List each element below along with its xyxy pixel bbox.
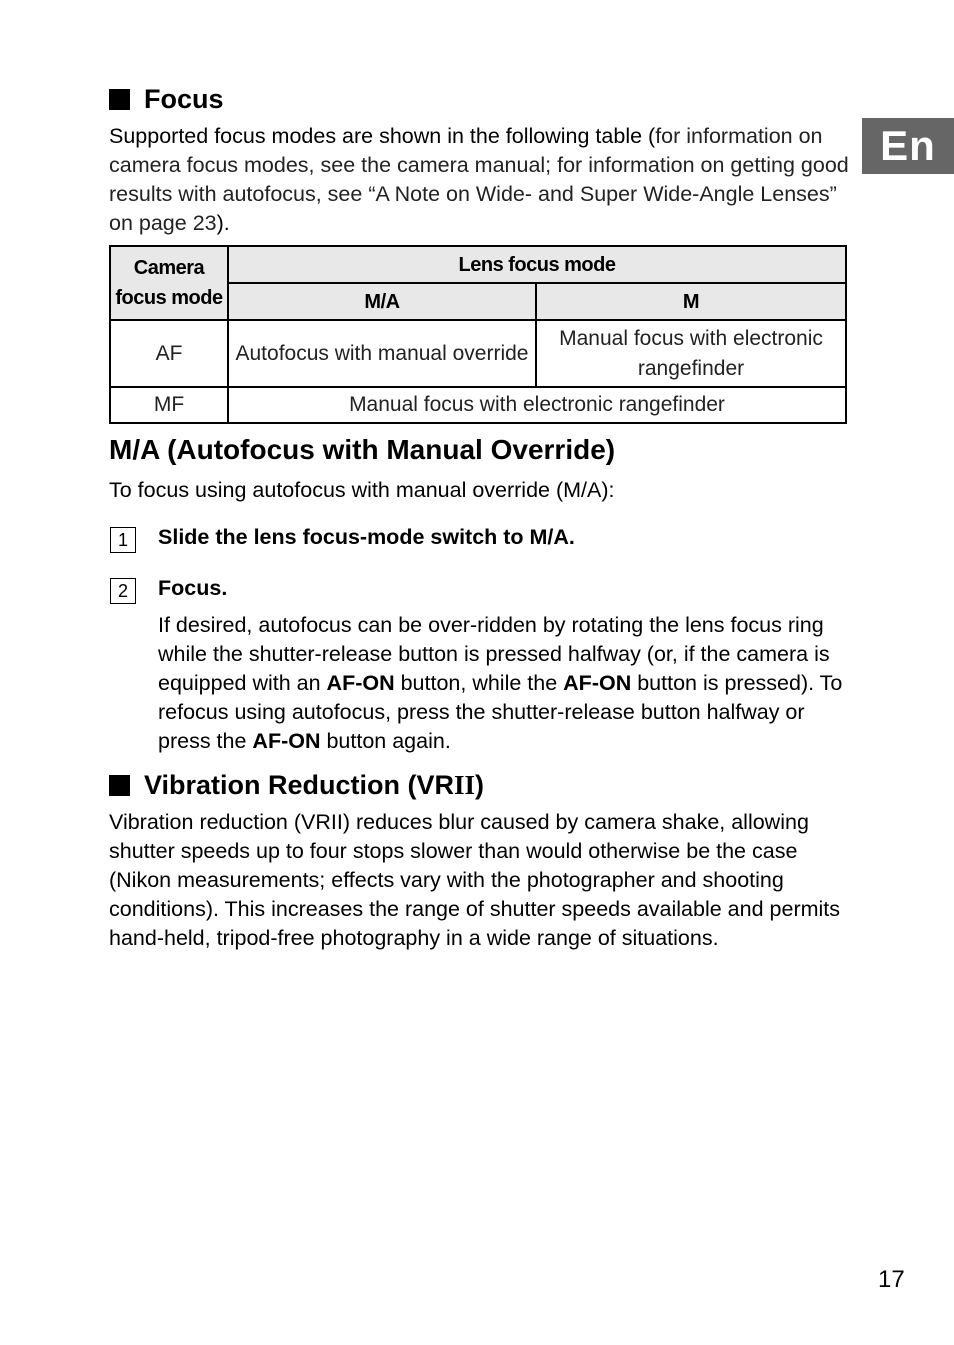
focus-modes-table: [109, 245, 847, 424]
step-2-text-3: button is pressed). To refocus using autofocus, press the shutter-release button halfway or press the: [158, 671, 843, 753]
af-on-label-2: AF-ON: [563, 671, 632, 695]
step-2-title: Focus.: [158, 576, 228, 600]
step-2-text-2: button, while the: [394, 671, 564, 695]
header-camera-focus-mode: Camera focus mode: [110, 246, 228, 320]
ma-heading: M/A (Autofocus with Manual Override): [109, 434, 616, 465]
focus-heading: [109, 84, 224, 115]
header-m: M: [536, 283, 846, 320]
step-2-text-4: button again.: [320, 729, 451, 753]
ma-intro: To focus using autofocus with manual override (M/A):: [109, 478, 615, 502]
step-2-text-1: If desired, autofocus can be over-ridden by rotating the lens focus ring while the shutter-release button is pressed halfway (or, if the camera is equipped with an: [158, 613, 830, 695]
af-on-label-1: AF-ON: [326, 671, 395, 695]
focus-heading-text: Focus: [144, 84, 224, 114]
focus-intro-main: Supported focus modes are shown in the following table (: [109, 124, 656, 148]
square-bullet-icon: [109, 775, 130, 796]
vr-heading-main: Vibration Reduction (VR: [144, 770, 455, 800]
vr-heading: [109, 770, 484, 801]
focus-intro: [109, 122, 849, 238]
square-bullet-icon: [109, 89, 130, 110]
step-number-2: 2: [110, 578, 136, 604]
step-2-body: [158, 611, 848, 756]
step-1-title: Slide the lens focus-mode switch to M/A.: [158, 525, 575, 549]
focus-intro-note: for information on camera focus modes, see the camera manual; for information on getting good results with autofocus, see “A Note on Wide- and Super Wide-Angle Lenses” on page 23: [109, 124, 849, 235]
row-mf-label: MF: [110, 387, 228, 423]
vr-body: Vibration reduction (VRII) reduces blur caused by camera shake, allowing shutter speeds up to four stops slower than would otherwise be the case (Nikon measurements; effects vary with the photographer and shooting conditions). This increases the range of shutter speeds available and permits hand-held, tripod-free photography in a wide range of situations.: [109, 810, 841, 950]
focus-intro-close: ).: [216, 211, 230, 235]
row-af-label: AF: [110, 320, 228, 387]
af-on-label-3: AF-ON: [252, 729, 321, 753]
row-af-ma: Autofocus with manual override: [228, 320, 536, 387]
vr-heading-close: ): [475, 770, 485, 800]
row-af-m: Manual focus with electronic rangefinder: [536, 320, 846, 387]
header-lens-focus-mode: Lens focus mode: [228, 246, 846, 283]
row-mf-value: Manual focus with electronic rangefinder: [228, 387, 846, 423]
vr-heading-text: [144, 770, 484, 801]
language-tab: En: [862, 118, 954, 174]
header-ma: M/A: [228, 283, 536, 320]
vr-heading-roman: II: [454, 770, 476, 800]
step-number-1: 1: [110, 527, 136, 553]
page-number: 17: [878, 1266, 905, 1293]
